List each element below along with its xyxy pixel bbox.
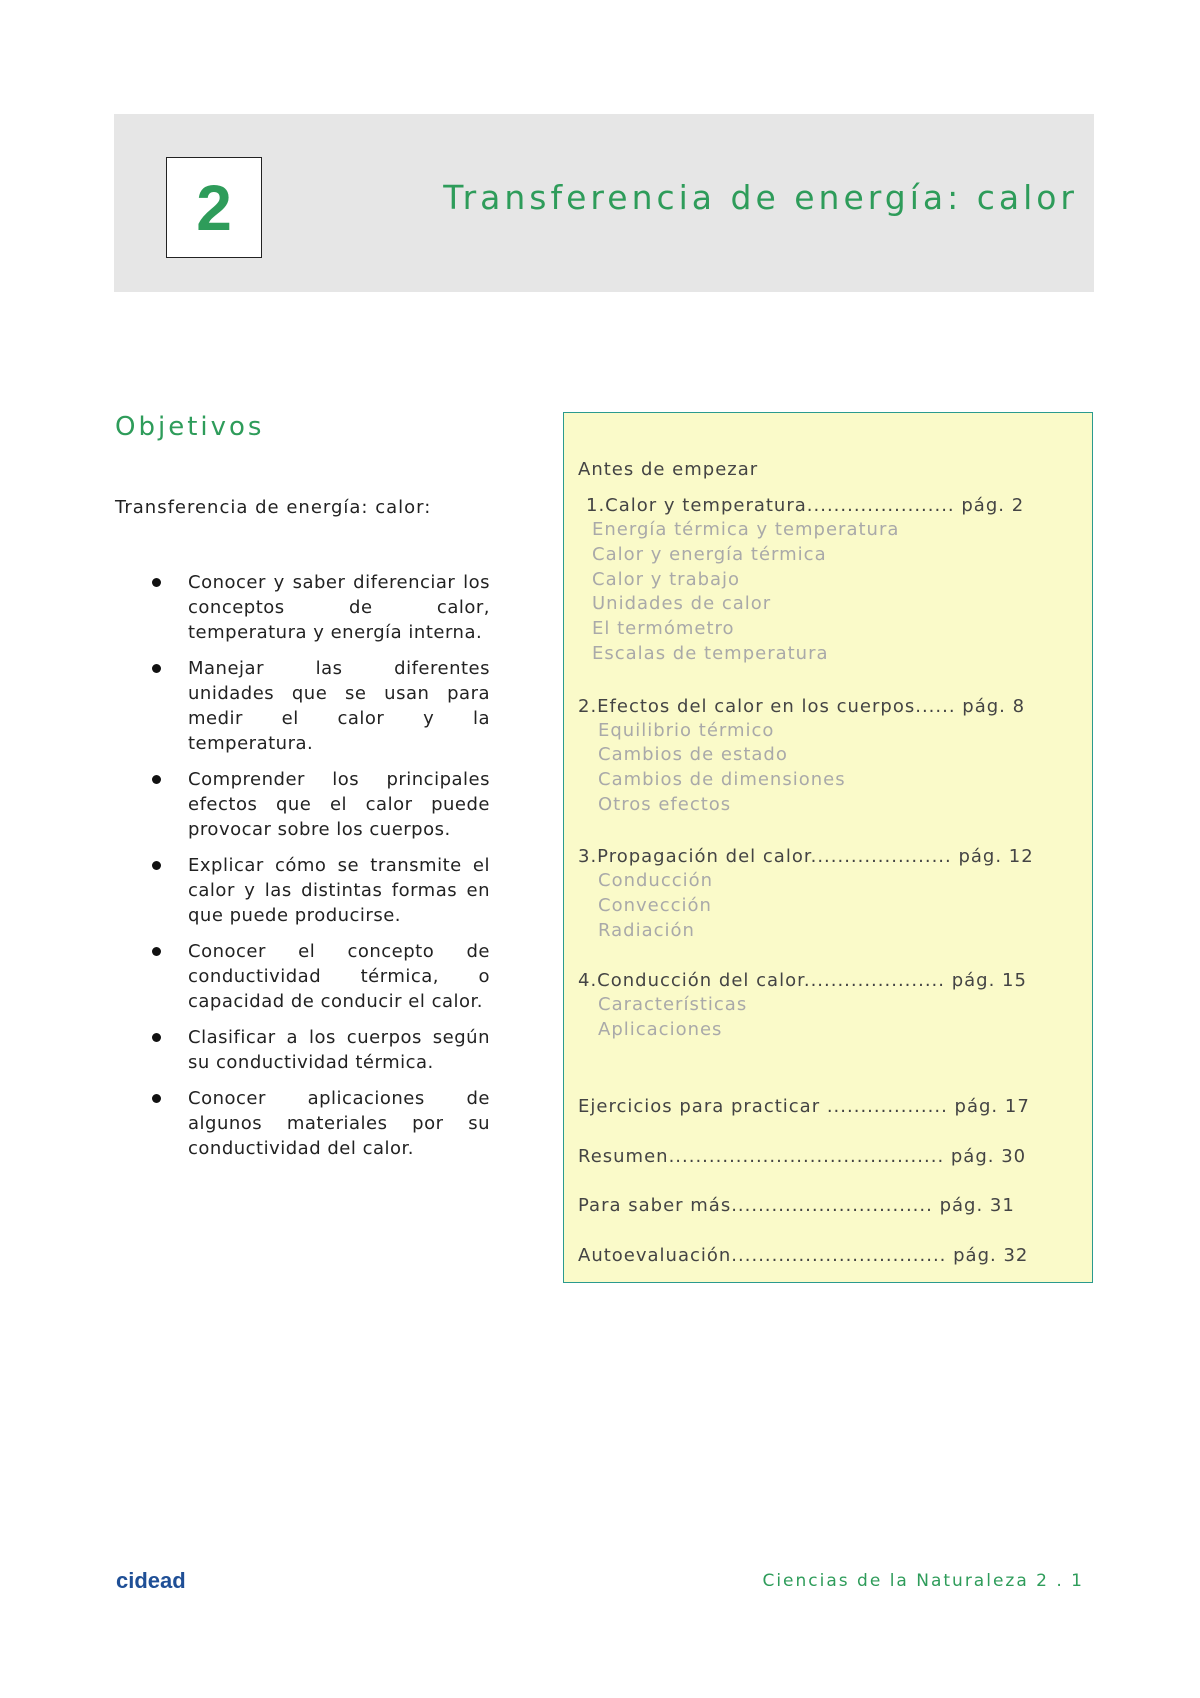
toc-subsection[interactable]: Equilibrio térmico — [598, 720, 775, 741]
chapter-title: Transferencia de energía: calor — [443, 178, 1078, 217]
toc-subsection[interactable]: Cambios de dimensiones — [598, 769, 846, 790]
objective-text: Conocer el concepto de conductividad térmica, o capacidad de conducir el calor. — [188, 941, 490, 1012]
objective-item — [150, 767, 490, 842]
objectives-intro: Transferencia de energía: calor: — [115, 497, 432, 518]
chapter-number: 2 — [196, 171, 232, 244]
toc-resumen[interactable]: Resumen......................................... pág. 30 — [578, 1146, 1027, 1167]
toc-section-4[interactable]: 4.Conducción del calor..................... pág. 15 — [578, 970, 1027, 991]
objectives-heading: Objetivos — [115, 412, 265, 442]
toc-subsection[interactable]: Radiación — [598, 920, 695, 941]
objectives-list — [150, 570, 490, 1172]
toc-ejercicios[interactable]: Ejercicios para practicar .................. pág. 17 — [578, 1096, 1030, 1117]
bullet-icon — [152, 775, 161, 784]
toc-subsection[interactable]: Calor y energía térmica — [592, 544, 827, 565]
toc-subsection[interactable]: Unidades de calor — [592, 593, 772, 614]
objective-text: Conocer aplicaciones de algunos materiales por su conductividad del calor. — [188, 1088, 490, 1159]
toc-section-2[interactable]: 2.Efectos del calor en los cuerpos...... pág. 8 — [578, 696, 1026, 717]
objective-text: Explicar cómo se transmite el calor y las distintas formas en que puede producirse. — [188, 855, 490, 926]
bullet-icon — [152, 947, 161, 956]
objective-item — [150, 570, 490, 645]
toc-para-saber-mas[interactable]: Para saber más.............................. pág. 31 — [578, 1195, 1015, 1216]
chapter-number-box — [166, 157, 262, 258]
cidead-logo: cidead — [116, 1568, 186, 1593]
toc-autoevaluacion[interactable]: Autoevaluación................................ pág. 32 — [578, 1245, 1029, 1266]
toc-subsection[interactable]: Características — [598, 994, 748, 1015]
toc-subsection[interactable]: Calor y trabajo — [592, 569, 741, 590]
objective-text: Clasificar a los cuerpos según su conductividad térmica. — [188, 1027, 490, 1073]
toc-subsection[interactable]: Aplicaciones — [598, 1019, 723, 1040]
objective-item — [150, 1025, 490, 1075]
toc-subsection[interactable]: Conducción — [598, 870, 714, 891]
objective-text: Comprender los principales efectos que el calor puede provocar sobre los cuerpos. — [188, 769, 490, 840]
table-of-contents — [563, 412, 1093, 1283]
objective-text: Conocer y saber diferenciar los conceptos de calor, temperatura y energía interna. — [188, 572, 490, 643]
bullet-icon — [152, 861, 161, 870]
toc-intro[interactable]: Antes de empezar — [578, 459, 759, 480]
toc-subsection[interactable]: Energía térmica y temperatura — [592, 519, 900, 540]
objective-item — [150, 656, 490, 756]
objective-item — [150, 1086, 490, 1161]
toc-subsection[interactable]: Cambios de estado — [598, 744, 788, 765]
bullet-icon — [152, 1033, 161, 1042]
objective-item — [150, 853, 490, 928]
bullet-icon — [152, 1094, 161, 1103]
toc-section-1[interactable]: 1.Calor y temperatura...................... pág. 2 — [586, 495, 1025, 516]
toc-section-3[interactable]: 3.Propagación del calor..................... pág. 12 — [578, 846, 1034, 867]
toc-subsection[interactable]: Otros efectos — [598, 794, 732, 815]
bullet-icon — [152, 578, 161, 587]
toc-subsection[interactable]: Convección — [598, 895, 712, 916]
toc-subsection[interactable]: Escalas de temperatura — [592, 643, 829, 664]
objective-item — [150, 939, 490, 1014]
objective-text: Manejar las diferentes unidades que se usan para medir el calor y la temperatura. — [188, 658, 490, 754]
toc-subsection[interactable]: El termómetro — [592, 618, 735, 639]
footer-page-label: Ciencias de la Naturaleza 2 . 1 — [762, 1571, 1084, 1591]
bullet-icon — [152, 664, 161, 673]
